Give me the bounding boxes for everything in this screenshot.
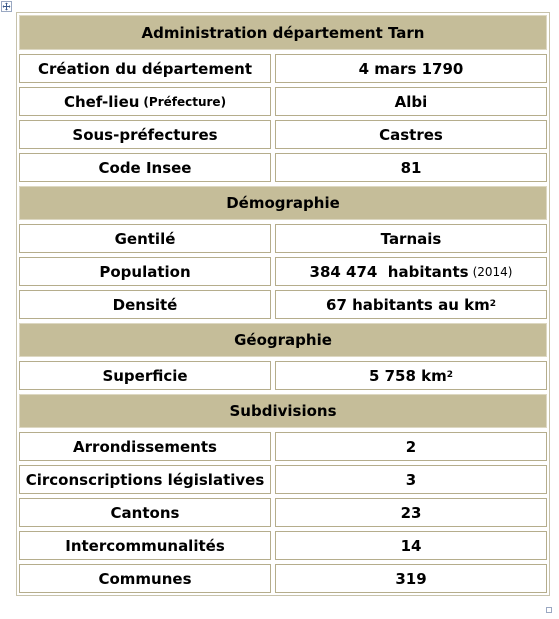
row-value: 81 <box>275 153 547 182</box>
row-label: Intercommunalités <box>19 531 271 560</box>
table-row <box>17 151 549 184</box>
row-label: Communes <box>19 564 271 593</box>
row-label: Circonscriptions législatives <box>19 465 271 494</box>
section-header-geographie: Géographie <box>19 323 547 357</box>
row-label-note: (Préfecture) <box>143 94 227 109</box>
row-label: Superficie <box>19 361 271 390</box>
row-label-cell <box>19 87 271 116</box>
table-row <box>17 562 549 595</box>
row-value: 14 <box>275 531 547 560</box>
table-resize-handle-icon[interactable] <box>546 607 552 613</box>
table-row <box>17 529 549 562</box>
row-value: 5 758 km <box>368 366 447 385</box>
row-value: 67 habitants au km <box>326 295 490 314</box>
row-label: Cantons <box>19 498 271 527</box>
row-value: 2 <box>275 432 547 461</box>
row-value-cell: 67 habitants au km $^2$ <box>275 290 547 319</box>
row-value: 3 <box>275 465 547 494</box>
row-label: Arrondissements <box>19 432 271 461</box>
section-header-row <box>17 321 549 359</box>
row-value: 23 <box>275 498 547 527</box>
row-value-cell <box>275 257 547 286</box>
row-label: Population <box>19 257 271 286</box>
row-label: Densité <box>19 290 271 319</box>
table-row <box>17 52 549 85</box>
row-value-cell: 5 758 km $^2$ <box>275 361 547 390</box>
table-row <box>17 430 549 463</box>
section-header-row <box>17 392 549 430</box>
table-move-handle-icon[interactable] <box>1 1 12 12</box>
table-row <box>17 496 549 529</box>
table-title-row <box>17 13 549 52</box>
table-row <box>17 255 549 288</box>
row-value-note: (2014) <box>472 264 513 279</box>
section-header-subdivisions: Subdivisions <box>19 394 547 428</box>
table-row <box>17 222 549 255</box>
row-value: Albi <box>275 87 547 116</box>
row-label: Gentilé <box>19 224 271 253</box>
row-label: Création du département <box>19 54 271 83</box>
section-header-row <box>17 184 549 222</box>
row-value: 384 474 habitants <box>309 262 469 281</box>
row-label: Chef-lieu <box>63 92 140 111</box>
row-value: 319 <box>275 564 547 593</box>
table-row <box>17 118 549 151</box>
table-row <box>17 85 549 118</box>
table-row <box>17 463 549 496</box>
row-label: Sous-préfectures <box>19 120 271 149</box>
row-value: 4 mars 1790 <box>275 54 547 83</box>
section-header-demographie: Démographie <box>19 186 547 220</box>
table-row <box>17 288 549 321</box>
department-info-table <box>16 12 550 596</box>
move-arrows-icon <box>2 2 11 11</box>
row-label: Code Insee <box>19 153 271 182</box>
table-row <box>17 359 549 392</box>
row-value: Castres <box>275 120 547 149</box>
table-title: Administration département Tarn <box>19 15 547 50</box>
row-value: Tarnais <box>275 224 547 253</box>
